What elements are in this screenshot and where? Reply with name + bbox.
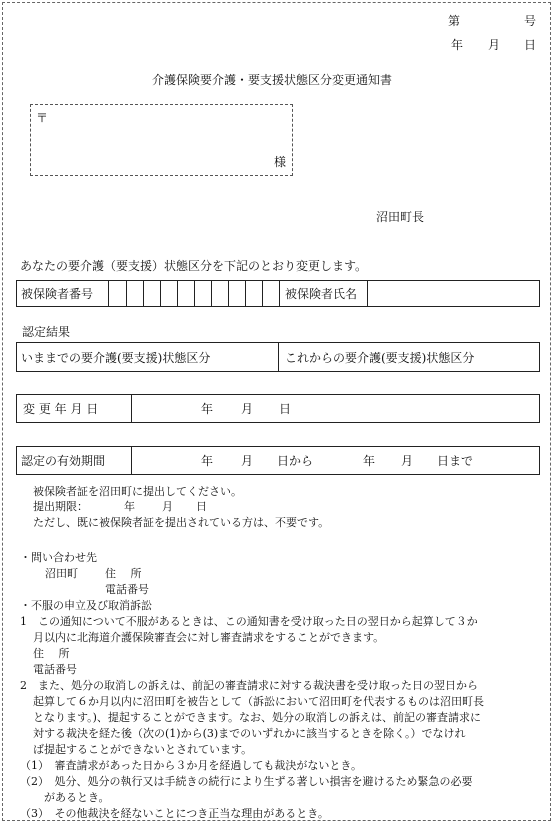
contact-town: 沼田町 [45,567,78,580]
validity-end-month: 月 [401,454,414,468]
cell-divider [108,281,109,306]
digit-cell-divider [143,281,144,306]
cell-divider [279,281,280,306]
deadline-label: 提出期限： [33,500,88,513]
postal-mark: 〒 [36,111,49,125]
insured-number-label: 被保険者番号 [21,287,94,301]
validity-period-table [16,446,540,475]
insured-name-label: 被保険者氏名 [285,287,358,301]
appeal-paragraph-2-line-5: ば提起することができないとされています。 [33,743,253,756]
deadline-month: 月 [162,500,173,513]
submit-note: 被保険者証を沼田町に提出してください。 [33,485,242,498]
contact-address-label: 住 所 [105,567,142,580]
issuer-name: 沼田町長 [376,210,425,224]
appeal-paragraph-2-line-2: 起算して６か月以内に沼田町を被告として（訴訟において沼田町を代表するものは沼田町長 [33,695,484,708]
recipient-address-box [30,104,293,176]
intro-sentence: あなたの要介護（要支援）状態区分を下記のとおり変更します。 [20,259,368,273]
change-date-year: 年 [201,402,214,416]
new-care-level-label: これからの要介護(要支援)状態区分 [285,350,475,365]
insured-info-table [16,280,540,307]
cell-divider [131,447,132,474]
previous-care-level-label: いままでの要介護(要支援)状態区分 [21,350,211,365]
honorific-sama: 様 [274,155,287,169]
digit-cell-divider [194,281,195,306]
appeal-item-3: （3） その他裁決を経ないことにつき正当な理由があるとき。 [20,807,329,820]
deadline-day: 日 [196,500,207,513]
care-level-table [16,342,540,372]
appeal-paragraph-1-line-2: 月以内に北海道介護保険審査会に対し審査請求をすることができます。 [33,631,385,644]
validity-start-year: 年 [201,454,214,468]
deadline-year: 年 [124,500,135,513]
appeal-address-label: 住 所 [33,647,70,660]
appeal-item-2-line-2: があるとき。 [44,791,110,804]
change-date-month: 月 [241,402,254,416]
cell-divider [367,281,368,306]
appeal-paragraph-1-line-1: 1 この通知について不服があるときは、この通知書を受け取った日の翌日から起算して３か [20,615,478,628]
appeal-item-1: （1） 審査請求があった日から３か月を経過しても裁決がないとき。 [20,759,362,772]
digit-cell-divider [177,281,178,306]
document-title: 介護保険要介護・要支援状態区分変更通知書 [152,73,393,87]
date-day-label: 日 [524,38,537,52]
appeal-heading: ・不服の申立及び取消訴訟 [20,599,152,612]
validity-period-label: 認定の有効期間 [21,454,106,468]
date-year-label: 年 [451,38,464,52]
cell-divider [131,395,132,422]
digit-cell-divider [160,281,161,306]
digit-cell-divider [245,281,246,306]
document-number-prefix: 第 [448,14,461,28]
validity-start-suffix: 日から [277,454,314,468]
change-date-label: 変 更 年 月 日 [23,402,99,416]
validity-end-suffix: 日まで [437,454,474,468]
digit-cell-divider [211,281,212,306]
digit-cell-divider [228,281,229,306]
document-number-suffix: 号 [524,14,537,28]
validity-end-year: 年 [363,454,376,468]
change-date-table [16,394,540,423]
validity-start-month: 月 [241,454,254,468]
cell-divider [278,343,279,371]
contact-heading: ・問い合わせ先 [20,551,97,564]
digit-cell-divider [126,281,127,306]
appeal-paragraph-2-line-4: 対する裁決を経た後（次の(1)から(3)までのいずれかに該当するときを除く。）でなけれ [33,727,466,740]
appeal-phone-label: 電話番号 [33,663,77,676]
exception-note: ただし、既に被保険者証を提出されている方は、不要です。 [33,516,330,529]
appeal-paragraph-2-line-1: 2 また、処分の取消しの訴えは、前記の審査請求に対する裁決書を受け取った日の翌日から [20,679,478,692]
digit-cell-divider [262,281,263,306]
contact-phone-label: 電話番号 [105,583,149,596]
result-heading: 認定結果 [22,325,71,339]
date-month-label: 月 [488,38,501,52]
appeal-paragraph-2-line-3: となります。)、提起することができます。なお、処分の取消しの訴えは、前記の審査請求に [33,711,482,724]
change-date-day: 日 [279,402,292,416]
appeal-item-2-line-1: （2） 処分、処分の執行又は手続きの続行により生ずる著しい損害を避けるため緊急の必要 [20,775,473,788]
